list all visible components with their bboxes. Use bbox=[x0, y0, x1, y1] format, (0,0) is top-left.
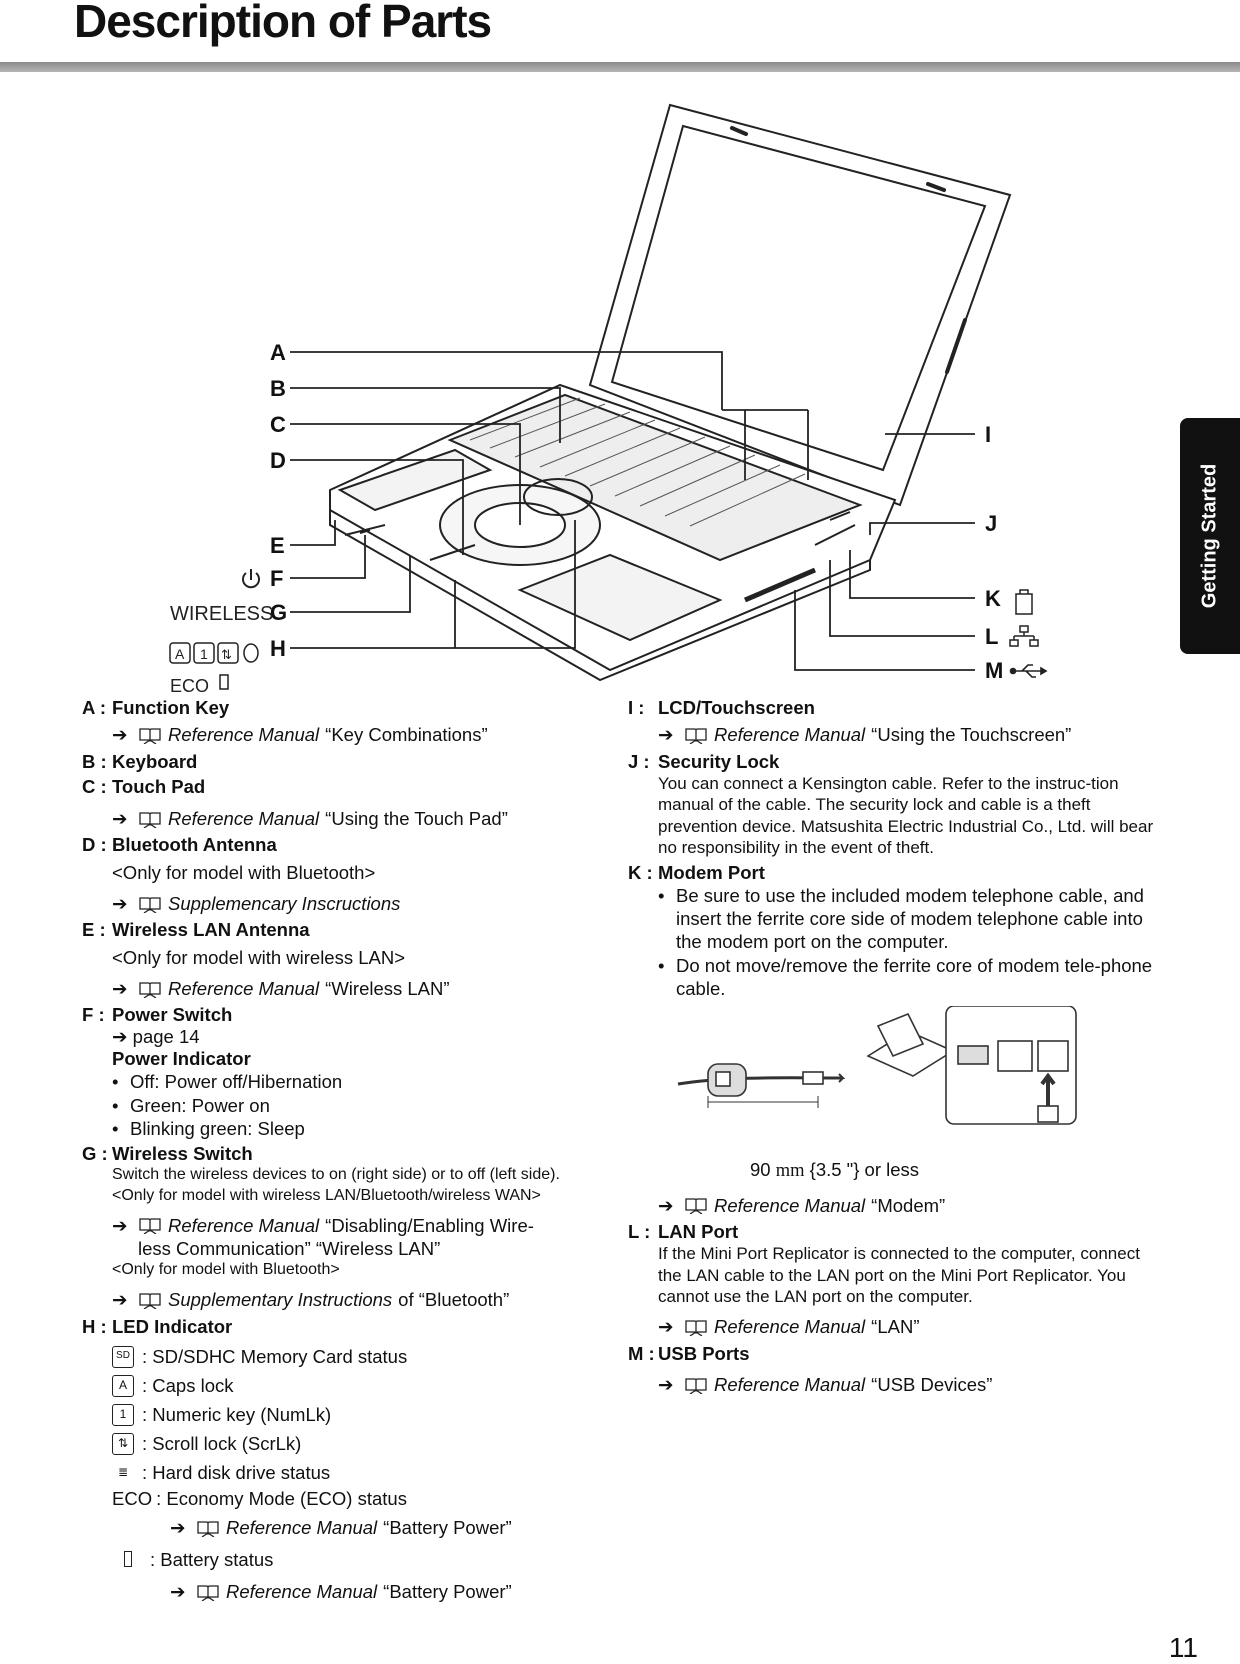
entry-letter: I : bbox=[628, 697, 645, 718]
laptop-diagram bbox=[0, 80, 1240, 770]
num-lock-icon: 1 bbox=[112, 1404, 134, 1426]
reference-section: “Battery Power” bbox=[383, 1517, 512, 1539]
reference-section: “Key Combinations” bbox=[325, 724, 488, 746]
reference-link[interactable] bbox=[82, 723, 627, 746]
reference-section: “Battery Power” bbox=[383, 1580, 512, 1602]
arrow-icon: ➔ bbox=[112, 808, 128, 830]
entry-note: <Only for model with Bluetooth> bbox=[112, 1261, 340, 1279]
callout-G: G bbox=[270, 600, 288, 625]
entry-title: USB Ports bbox=[658, 1342, 750, 1364]
reference-link[interactable] bbox=[82, 977, 627, 1000]
entry-C bbox=[82, 775, 627, 831]
wireless-label: WIRELESS bbox=[170, 603, 274, 625]
reference-manual-icon bbox=[684, 1318, 708, 1336]
arrow-icon: ➔ bbox=[658, 1194, 674, 1216]
left-column bbox=[82, 696, 627, 1606]
battery-icon bbox=[220, 675, 228, 689]
entry-title: Wireless Switch bbox=[112, 1143, 253, 1165]
entry-title: LCD/Touchscreen bbox=[658, 697, 815, 718]
title-rule bbox=[0, 62, 1240, 72]
reference-link[interactable] bbox=[82, 1288, 627, 1311]
entry-note: <Only for model with wireless LAN> bbox=[112, 946, 406, 968]
callout-H: H bbox=[270, 636, 286, 661]
led-row-scroll: ⇅ : Scroll lock (ScrLk) bbox=[82, 1429, 627, 1458]
callout-L: L bbox=[985, 624, 999, 649]
reference-manual-icon bbox=[196, 1583, 220, 1601]
entry-letter: G : bbox=[82, 1143, 108, 1165]
reference-manual-icon bbox=[684, 1196, 708, 1214]
reference-title: Reference Manual bbox=[714, 724, 866, 746]
entry-B bbox=[82, 750, 627, 773]
reference-manual-icon bbox=[138, 726, 162, 744]
sd-icon: SD bbox=[112, 1346, 134, 1368]
entry-title: Modem Port bbox=[658, 861, 765, 883]
usb-icon bbox=[1011, 665, 1047, 677]
scroll-lock-icon: ⇅ bbox=[112, 1433, 134, 1455]
entry-title: Wireless LAN Antenna bbox=[112, 919, 310, 941]
list-item: • Green: Power on bbox=[112, 1094, 270, 1116]
reference-manual-icon bbox=[138, 810, 162, 828]
reference-link[interactable] bbox=[82, 1516, 627, 1539]
reference-section: “Disabling/Enabling Wire- bbox=[325, 1214, 534, 1236]
arrow-icon: ➔ bbox=[112, 1289, 128, 1311]
entry-title: Keyboard bbox=[112, 750, 198, 772]
reference-title: Reference Manual bbox=[226, 1580, 378, 1602]
entry-letter: H : bbox=[82, 1315, 107, 1337]
svg-text:⇅: ⇅ bbox=[221, 647, 232, 662]
modem-cable-figure bbox=[668, 1006, 1118, 1156]
entry-title: Function Key bbox=[112, 697, 230, 718]
eco-label: ECO bbox=[170, 676, 210, 696]
reference-manual-icon bbox=[138, 980, 162, 998]
power-icon bbox=[243, 569, 259, 587]
entry-F bbox=[82, 1003, 627, 1140]
reference-manual-icon bbox=[684, 1376, 708, 1394]
led-indicators-icon bbox=[170, 643, 258, 663]
reference-manual-icon bbox=[138, 1216, 162, 1234]
entry-J bbox=[628, 750, 1168, 859]
entry-letter: K : bbox=[628, 861, 653, 883]
callout-A: A bbox=[270, 340, 286, 365]
reference-title: Reference Manual bbox=[168, 808, 320, 830]
arrow-icon: ➔ bbox=[658, 1316, 674, 1338]
callout-M: M bbox=[985, 658, 1004, 683]
led-row-numlock: 1 : Numeric key (NumLk) bbox=[82, 1400, 627, 1429]
entry-letter: J : bbox=[628, 750, 650, 772]
callout-E: E bbox=[270, 533, 285, 558]
lan-icon bbox=[1010, 626, 1038, 646]
arrow-icon: ➔ bbox=[112, 1214, 128, 1236]
caps-lock-icon: A bbox=[112, 1375, 134, 1397]
entry-M bbox=[628, 1342, 1168, 1397]
entry-K bbox=[628, 861, 1168, 1217]
reference-title: Reference Manual bbox=[168, 724, 320, 746]
reference-link[interactable] bbox=[628, 1373, 1168, 1396]
entry-text: If the Mini Port Replicator is connected to the computer, connect the LAN cable to the LAN port on the Mini Port Replicator. You cannot use the LAN port on the computer. bbox=[658, 1244, 1140, 1306]
reference-title: Reference Manual bbox=[168, 977, 320, 999]
entry-title: LED Indicator bbox=[112, 1315, 233, 1337]
reference-title: Reference Manual bbox=[714, 1374, 866, 1395]
arrow-icon: ➔ bbox=[658, 724, 674, 746]
reference-link[interactable] bbox=[628, 1194, 1168, 1217]
list-item: • Off: Power off/Hibernation bbox=[112, 1071, 343, 1093]
svg-text:1: 1 bbox=[200, 646, 208, 662]
entry-title: Security Lock bbox=[658, 750, 780, 772]
entry-note: <Only for model with wireless LAN/Bluetooth/wireless WAN> bbox=[112, 1186, 541, 1204]
reference-section: “Modem” bbox=[871, 1194, 946, 1216]
callout-D: D bbox=[270, 448, 286, 473]
led-row-battery: : Battery status bbox=[82, 1548, 627, 1571]
callout-F: F bbox=[270, 566, 284, 591]
callout-J: J bbox=[985, 511, 998, 536]
entry-title: LAN Port bbox=[658, 1220, 739, 1242]
reference-link[interactable] bbox=[82, 1214, 627, 1237]
reference-link[interactable] bbox=[628, 1315, 1168, 1338]
reference-manual-icon bbox=[684, 726, 708, 744]
eco-icon: ECO bbox=[112, 1488, 153, 1510]
battery-icon bbox=[124, 1551, 132, 1567]
entry-letter: C : bbox=[82, 775, 107, 797]
callout-I: I bbox=[985, 422, 992, 447]
reference-manual-icon bbox=[138, 895, 162, 913]
reference-title: Supplementary Instructions bbox=[168, 1289, 393, 1311]
reference-continuation: less Communication” “Wireless LAN” bbox=[138, 1238, 441, 1259]
page-title: Description of Parts bbox=[74, 0, 492, 47]
hdd-icon: ≣ bbox=[117, 1464, 129, 1479]
reference-section: “Using the Touch Pad” bbox=[325, 808, 508, 830]
arrow-icon: ➔ bbox=[112, 1025, 133, 1047]
reference-title: Reference Manual bbox=[226, 1517, 378, 1539]
reference-link[interactable] bbox=[82, 807, 627, 830]
arrow-icon: ➔ bbox=[170, 1580, 186, 1602]
reference-title: Reference Manual bbox=[168, 1214, 320, 1236]
page-reference[interactable] bbox=[82, 1027, 627, 1047]
reference-manual-icon bbox=[196, 1519, 220, 1537]
reference-manual-icon bbox=[138, 1291, 162, 1309]
entry-title: Touch Pad bbox=[112, 775, 206, 797]
entry-text: You can connect a Kensington cable. Refer to the instruc-tion manual of the cable. The security lock and cable is a theft prevention device. Matsushita Electric Industrial Co., Ltd. will bear no responsibility in the event of theft. bbox=[658, 773, 1154, 858]
entry-title: Power Switch bbox=[112, 1004, 233, 1026]
reference-link[interactable] bbox=[82, 892, 627, 915]
arrow-icon: ➔ bbox=[112, 893, 128, 915]
reference-title: Supplemencary Inscructions bbox=[168, 893, 401, 915]
reference-link[interactable] bbox=[82, 1580, 627, 1603]
led-row-eco: ECO : Economy Mode (ECO) status bbox=[112, 1488, 407, 1510]
reference-title: Reference Manual bbox=[714, 1194, 866, 1216]
entry-letter: B : bbox=[82, 750, 107, 772]
entry-H bbox=[82, 1315, 627, 1603]
arrow-icon: ➔ bbox=[112, 977, 128, 999]
page-reference-label: page 14 bbox=[132, 1025, 200, 1047]
entry-A bbox=[82, 696, 627, 747]
arrow-icon: ➔ bbox=[112, 724, 128, 746]
arrow-icon: ➔ bbox=[170, 1517, 186, 1539]
reference-link[interactable] bbox=[628, 723, 1168, 746]
reference-section: “Wireless LAN” bbox=[325, 977, 450, 999]
svg-text:A: A bbox=[175, 646, 185, 662]
entry-letter: A : bbox=[82, 697, 106, 718]
entry-text: Switch the wireless devices to on (right side) or to off (left side). bbox=[112, 1166, 560, 1184]
modem-plug bbox=[803, 1072, 823, 1084]
entry-letter: L : bbox=[628, 1220, 651, 1242]
entry-letter: F : bbox=[82, 1004, 105, 1026]
reference-section: “Using the Touchscreen” bbox=[871, 724, 1072, 746]
side-tab-label: Getting Started bbox=[1198, 463, 1221, 609]
arrow-icon: ➔ bbox=[658, 1374, 674, 1395]
led-row-sd: SD : SD/SDHC Memory Card status bbox=[82, 1342, 627, 1371]
led-row-hdd: ≣ : Hard disk drive status bbox=[82, 1458, 627, 1487]
entry-title: Bluetooth Antenna bbox=[112, 834, 277, 856]
entry-D bbox=[82, 833, 627, 915]
figure-caption: 90 mm {3.5 "} or less bbox=[750, 1159, 920, 1182]
callout-C: C bbox=[270, 412, 286, 437]
entry-subtitle: Power Indicator bbox=[112, 1047, 251, 1069]
entry-note: <Only for model with Bluetooth> bbox=[112, 861, 376, 883]
list-item: • Be sure to use the included modem telephone cable, and insert the ferrite core side of modem telephone cable into the modem port on the computer. bbox=[658, 884, 1144, 953]
led-row-caps: A : Caps lock bbox=[82, 1371, 627, 1400]
list-item: • Blinking green: Sleep bbox=[112, 1117, 305, 1139]
entry-G bbox=[82, 1142, 627, 1312]
callout-B: B bbox=[270, 376, 286, 401]
reference-title: Reference Manual bbox=[714, 1316, 866, 1338]
entry-L bbox=[628, 1220, 1168, 1339]
entry-letter: D : bbox=[82, 834, 107, 856]
callout-K: K bbox=[985, 586, 1001, 611]
right-column bbox=[628, 696, 1168, 1399]
entry-letter: M : bbox=[628, 1342, 655, 1364]
reference-section: “USB Devices” bbox=[871, 1374, 993, 1395]
entry-I bbox=[628, 696, 1168, 747]
page-number: 11 bbox=[1168, 1632, 1198, 1663]
entry-E bbox=[82, 918, 627, 1000]
reference-section: “LAN” bbox=[871, 1316, 920, 1338]
list-item: • Do not move/remove the ferrite core of modem tele-phone cable. bbox=[658, 954, 1153, 999]
modem-icon bbox=[1016, 590, 1032, 614]
entry-letter: E : bbox=[82, 919, 106, 941]
reference-section: of “Bluetooth” bbox=[398, 1289, 510, 1311]
